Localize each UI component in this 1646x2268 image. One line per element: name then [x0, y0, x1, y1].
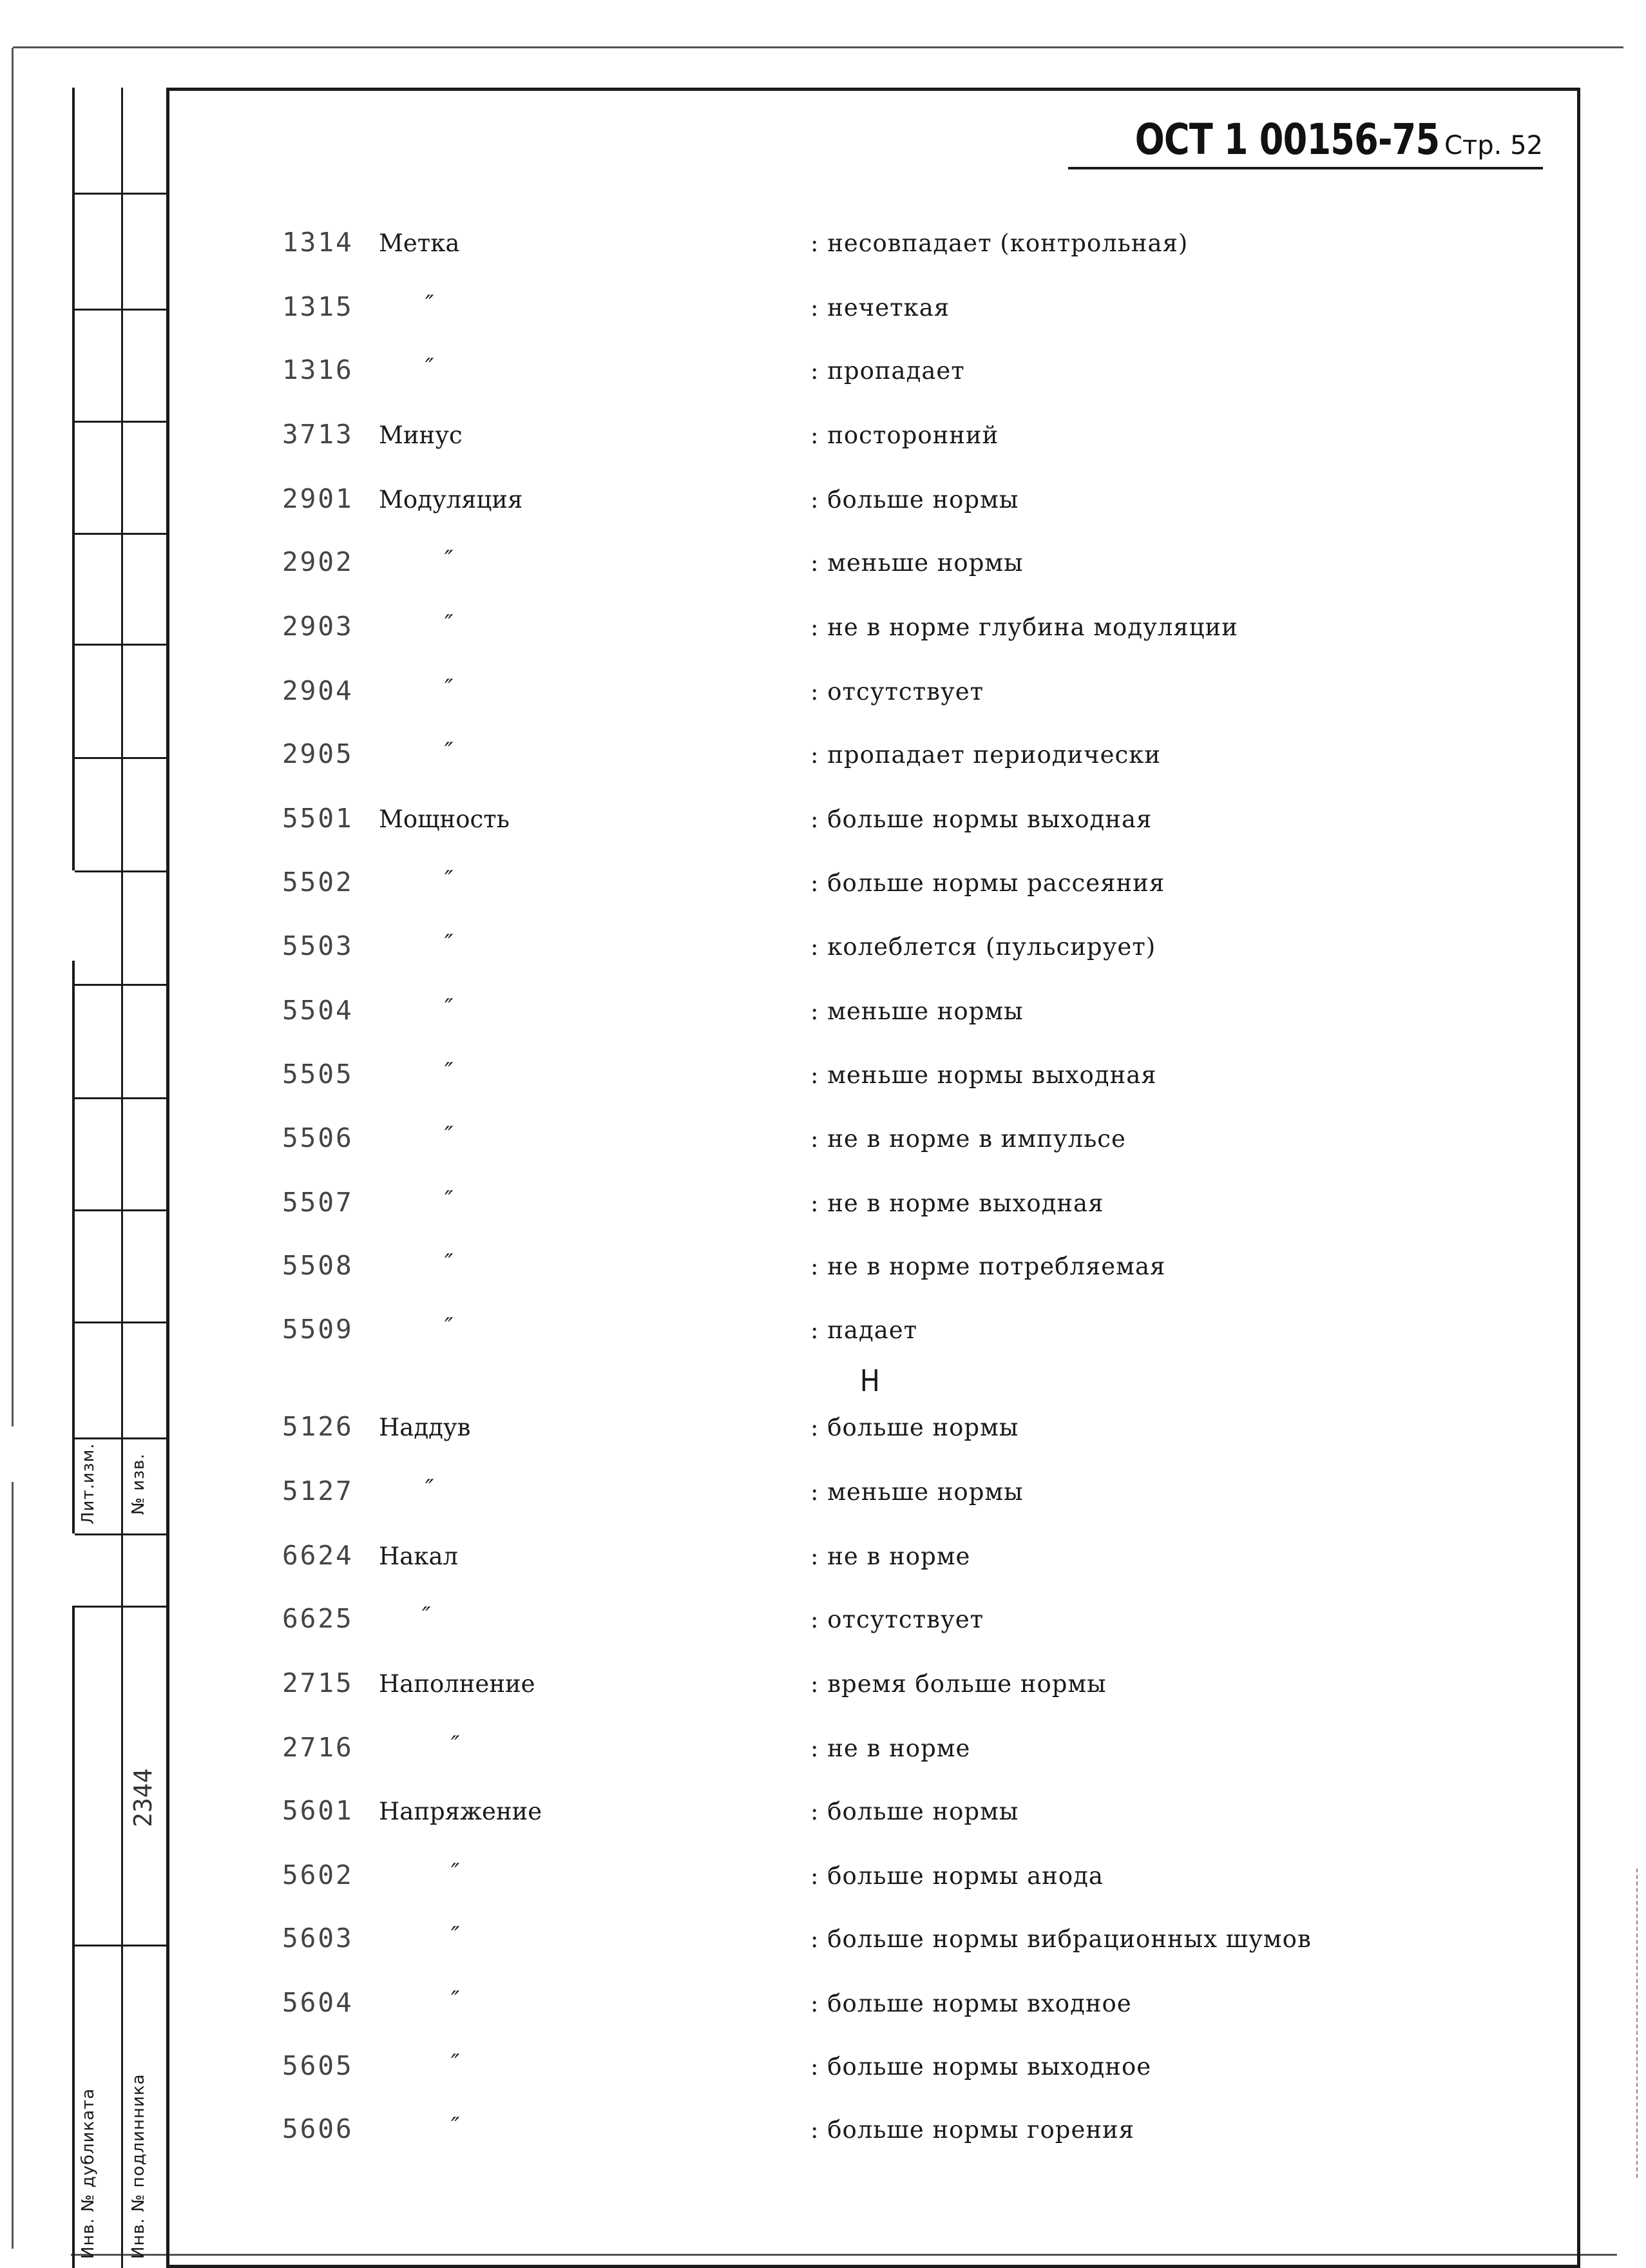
entry-description: : не в норме: [810, 1735, 971, 1762]
ditto-mark: ″: [445, 995, 454, 1021]
entry-term: Наполнение: [379, 1670, 535, 1698]
entry-term: Накал: [379, 1542, 459, 1570]
document-code: ОСТ 1 00156-75: [1134, 115, 1440, 164]
entry-code: 2901: [282, 483, 354, 514]
entry-description: : колеблется (пульсирует): [810, 933, 1156, 961]
entry-code: 2715: [282, 1667, 354, 1698]
ditto-mark: ″: [445, 1314, 454, 1340]
entry-term: Напряжение: [379, 1798, 542, 1825]
entry-row: [0, 738, 1646, 777]
entry-row: [0, 1411, 1646, 1450]
entry-row: [0, 1314, 1646, 1352]
ditto-mark: ″: [425, 1475, 434, 1502]
entry-code: 5602: [282, 1860, 354, 1890]
entry-code: 5126: [282, 1411, 354, 1442]
entry-code: 2905: [282, 738, 354, 769]
entry-description: : больше нормы рассеяния: [810, 869, 1165, 897]
entry-term: Минус: [379, 421, 463, 449]
entry-row: [0, 1540, 1646, 1579]
entry-code: 5502: [282, 867, 354, 898]
entry-code: 5506: [282, 1122, 354, 1153]
entry-code: 5504: [282, 995, 354, 1026]
entry-description: : несовпадает (контрольная): [810, 229, 1189, 257]
ditto-mark: ″: [445, 675, 454, 702]
entry-row: [0, 1795, 1646, 1834]
entry-row: [0, 546, 1646, 585]
entry-description: : больше нормы: [810, 486, 1019, 514]
entry-code: 1315: [282, 291, 354, 322]
entry-code: 5501: [282, 803, 354, 834]
entry-code: 6624: [282, 1540, 354, 1571]
entry-row: [0, 2050, 1646, 2089]
entry-description: : не в норме выходная: [810, 1189, 1104, 1217]
entry-code: 2904: [282, 675, 354, 706]
ditto-mark: ″: [445, 611, 454, 637]
no-izv-label: № изв.: [129, 1453, 148, 1515]
entry-term: Модуляция: [379, 486, 523, 514]
entry-description: : больше нормы: [810, 1798, 1019, 1825]
entry-row: [0, 227, 1646, 265]
entry-code: 5509: [282, 1314, 354, 1345]
entry-term: Наддув: [379, 1414, 471, 1441]
entry-description: : пропадает периодически: [810, 741, 1162, 769]
ditto-mark: ″: [445, 930, 454, 957]
entry-code: 2902: [282, 546, 354, 577]
entry-code: 5604: [282, 1987, 354, 2018]
entry-row: [0, 675, 1646, 714]
ditto-mark: ″: [425, 354, 434, 381]
page-number: Стр. 52: [1444, 131, 1543, 160]
entry-code: 5127: [282, 1475, 354, 1506]
ditto-mark: ″: [451, 1987, 460, 2013]
entry-row: [0, 1603, 1646, 1642]
entry-row: [0, 419, 1646, 457]
entry-row: [0, 1475, 1646, 1514]
entry-description: : не в норме в импульсе: [810, 1125, 1126, 1153]
entry-description: : больше нормы: [810, 1414, 1019, 1441]
entry-code: 2716: [282, 1732, 354, 1763]
entry-description: : больше нормы вибрационных шумов: [810, 1925, 1312, 1953]
entry-code: 5503: [282, 930, 354, 961]
entry-description: : посторонний: [810, 421, 999, 449]
entry-description: : время больше нормы: [810, 1670, 1107, 1698]
entry-description: : больше нормы анода: [810, 1862, 1104, 1890]
ditto-mark: ″: [445, 1059, 454, 1085]
entry-row: [0, 995, 1646, 1033]
entry-row: [0, 1732, 1646, 1771]
entry-row: [0, 611, 1646, 649]
ditto-mark: ″: [445, 1187, 454, 1213]
ditto-mark: ″: [445, 546, 454, 573]
inv-dublikata-label: Инв. № дубликата: [79, 2088, 98, 2259]
entry-description: : меньше нормы: [810, 549, 1024, 577]
entry-row: [0, 483, 1646, 522]
ditto-mark: ″: [445, 1250, 454, 1276]
entry-description: : отсутствует: [810, 1606, 984, 1633]
entry-code: 5601: [282, 1795, 354, 1826]
entry-description: : меньше нормы: [810, 997, 1024, 1025]
entry-description: : меньше нормы выходная: [810, 1061, 1157, 1089]
inv-podlinnika-label: Инв. № подлинника: [129, 2073, 148, 2259]
entry-code: 3713: [282, 419, 354, 450]
entry-code: 5603: [282, 1923, 354, 1954]
entry-description: : больше нормы входное: [810, 1990, 1132, 2017]
ditto-mark: ″: [425, 291, 434, 318]
ditto-mark: ″: [451, 2050, 460, 2077]
entry-row: [0, 1987, 1646, 2026]
entry-row: [0, 1860, 1646, 1898]
entry-description: : нечеткая: [810, 294, 950, 322]
entry-row: [0, 354, 1646, 393]
entry-code: 5606: [282, 2113, 354, 2144]
ditto-mark: ″: [451, 2113, 460, 2140]
entry-description: : не в норме глубина модуляции: [810, 613, 1238, 641]
entry-row: [0, 291, 1646, 330]
entry-row: [0, 930, 1646, 969]
entry-code: 2903: [282, 611, 354, 642]
entry-row: [0, 1923, 1646, 1961]
entry-description: : меньше нормы: [810, 1478, 1024, 1506]
entry-row: [0, 1059, 1646, 1097]
entry-code: 6625: [282, 1603, 354, 1634]
ditto-mark: ″: [451, 1860, 460, 1886]
entry-row: [0, 867, 1646, 905]
entry-row: [0, 1187, 1646, 1225]
entry-row: [0, 1122, 1646, 1161]
entry-description: : падает: [810, 1316, 918, 1344]
ditto-mark: ″: [445, 738, 454, 765]
entry-row: [0, 1250, 1646, 1289]
entry-code: 5605: [282, 2050, 354, 2081]
entry-term: Метка: [379, 229, 460, 257]
entry-term: Мощность: [379, 805, 510, 833]
entry-code: 5507: [282, 1187, 354, 1218]
entry-description: : больше нормы выходная: [810, 805, 1153, 833]
ditto-mark: ″: [451, 1923, 460, 1949]
entry-description: : больше нормы выходное: [810, 2053, 1152, 2081]
ditto-mark: ″: [422, 1603, 431, 1629]
entry-description: : отсутствует: [810, 678, 984, 706]
entry-row: [0, 2113, 1646, 2152]
entry-code: 5508: [282, 1250, 354, 1281]
lit-izm-label: Лит.изм.: [79, 1443, 98, 1524]
entry-description: : больше нормы горения: [810, 2116, 1134, 2144]
ditto-mark: ″: [451, 1732, 460, 1758]
entry-code: 1314: [282, 227, 354, 258]
section-letter: Н: [859, 1363, 880, 1398]
entry-row: [0, 1667, 1646, 1706]
entry-code: 5505: [282, 1059, 354, 1090]
entry-description: : пропадает: [810, 357, 965, 385]
entry-description: : не в норме потребляемая: [810, 1253, 1166, 1280]
ditto-mark: ″: [445, 867, 454, 893]
ditto-mark: ″: [445, 1122, 454, 1149]
entry-row: [0, 803, 1646, 841]
entry-code: 1316: [282, 354, 354, 385]
inv-number: 2344: [129, 1768, 157, 1827]
entry-description: : не в норме: [810, 1542, 971, 1570]
